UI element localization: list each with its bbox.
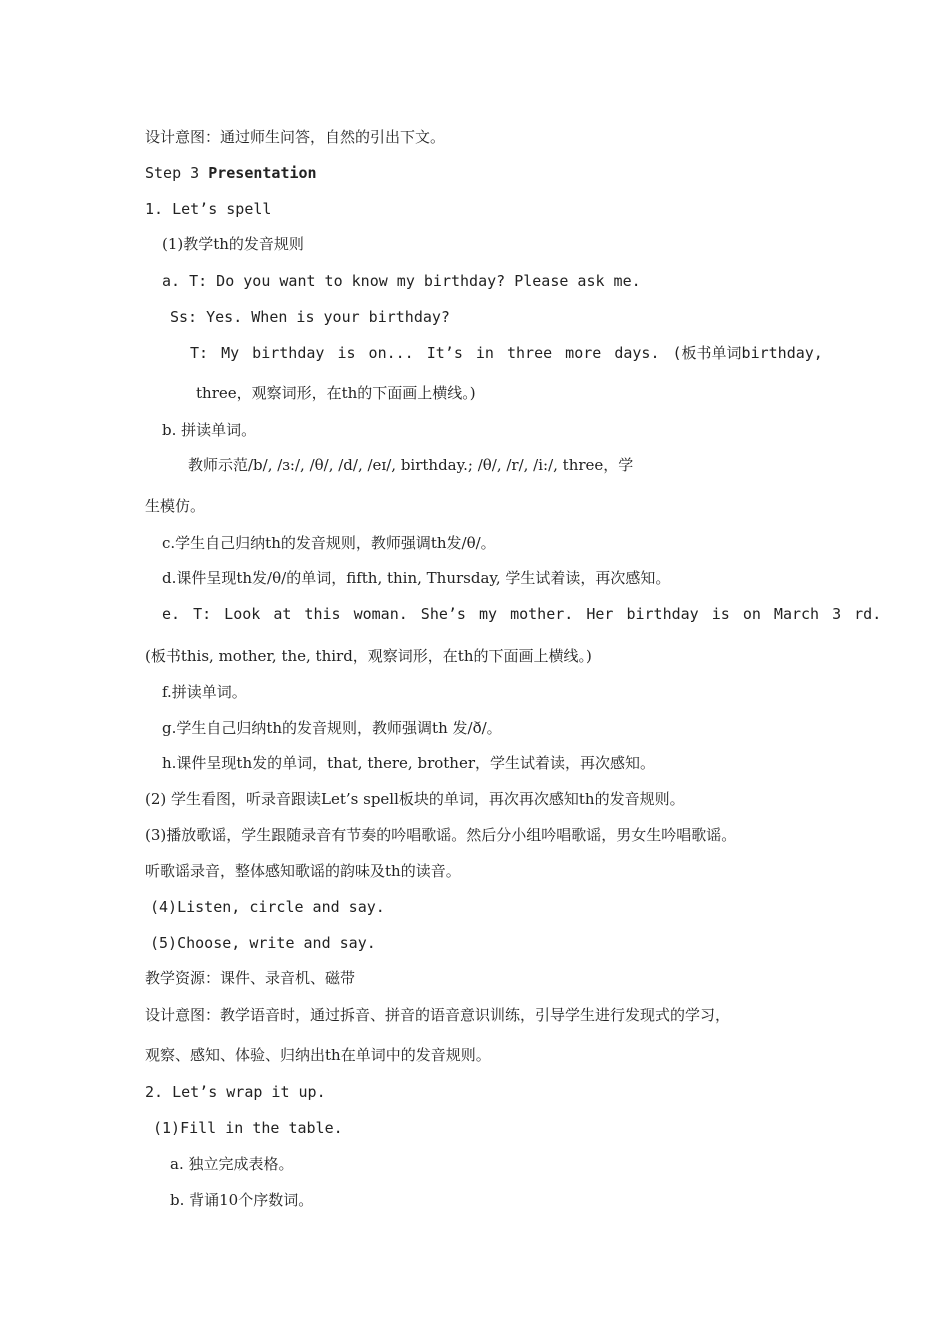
design-intent-2-cont: 观察、感知、体验、归纳出th在单词中的发音规则。: [145, 1046, 491, 1064]
subsection-2-1: (1)Fill in the table.: [153, 1119, 343, 1137]
item-c: c.学生自己归纳th的发音规则，教师强调th发/θ/。: [162, 534, 496, 552]
step-title: Presentation: [208, 164, 317, 182]
subsection-5: (5)Choose, write and say.: [150, 934, 376, 952]
item-h: h.课件呈现th发的单词，that, there, brother，学生试着读，再次感知。: [162, 754, 656, 772]
item-b: b. 拼读单词。: [162, 421, 257, 439]
subsection-2: (2) 学生看图，听录音跟读Let’s spell板块的单词，再次再次感知th的发音规则。: [145, 790, 685, 808]
subsection-3: (3)播放歌谣，学生跟随录音有节奏的吟唱歌谣。然后分小组吟唱歌谣，男女生吟唱歌谣。: [145, 826, 737, 844]
step-heading: [145, 163, 317, 183]
item-2b: b. 背诵10个序数词。: [170, 1191, 314, 1209]
item-e-cont: (板书this, mother, the, third，观察词形，在th的下面画上横线。): [145, 647, 592, 665]
subsection-3-cont: 听歌谣录音，整体感知歌谣的韵味及th的读音。: [145, 862, 461, 880]
design-intent-2: 设计意图：教学语音时，通过拆音、拼音的语音意识训练，引导学生进行发现式的学习，: [145, 1006, 731, 1024]
item-g: g.学生自己归纳th的发音规则，教师强调th 发/ð/。: [162, 719, 502, 737]
item-b-demo-cont: 生模仿。: [145, 497, 206, 515]
item-a-ss: Ss: Yes. When is your birthday?: [170, 308, 450, 326]
section-1-heading: 1. Let’s spell: [145, 200, 272, 218]
item-f: f.拼读单词。: [162, 683, 247, 701]
teaching-resources: 教学资源：课件、录音机、磁带: [145, 969, 356, 987]
item-a: a. T: Do you want to know my birthday? Please ask me.: [162, 272, 641, 290]
item-b-demo: 教师示范/b/, /ɜ:/, /θ/, /d/, /eɪ/, birthday.; /θ/, /r/, /i:/, three，学: [188, 456, 634, 474]
item-a-t: T: My birthday is on... It’s in three more days. (板书单词birthday,: [190, 344, 823, 362]
item-a-t-cont: three，观察词形，在th的下面画上横线。): [196, 384, 476, 402]
item-e: e. T: Look at this woman. She’s my mother. Her birthday is on March 3 rd.: [162, 605, 882, 623]
design-intent-1: 设计意图：通过师生问答，自然的引出下文。: [145, 128, 446, 146]
step-label: Step 3: [145, 164, 209, 182]
section-2-heading: 2. Let’s wrap it up.: [145, 1083, 326, 1101]
item-2a: a. 独立完成表格。: [170, 1155, 294, 1173]
subsection-4: (4)Listen, circle and say.: [150, 898, 385, 916]
subsection-1: (1)教学th的发音规则: [162, 235, 304, 253]
item-d: d.课件呈现th发/θ/的单词，fifth, thin, Thursday, 学生试着读，再次感知。: [162, 569, 671, 587]
